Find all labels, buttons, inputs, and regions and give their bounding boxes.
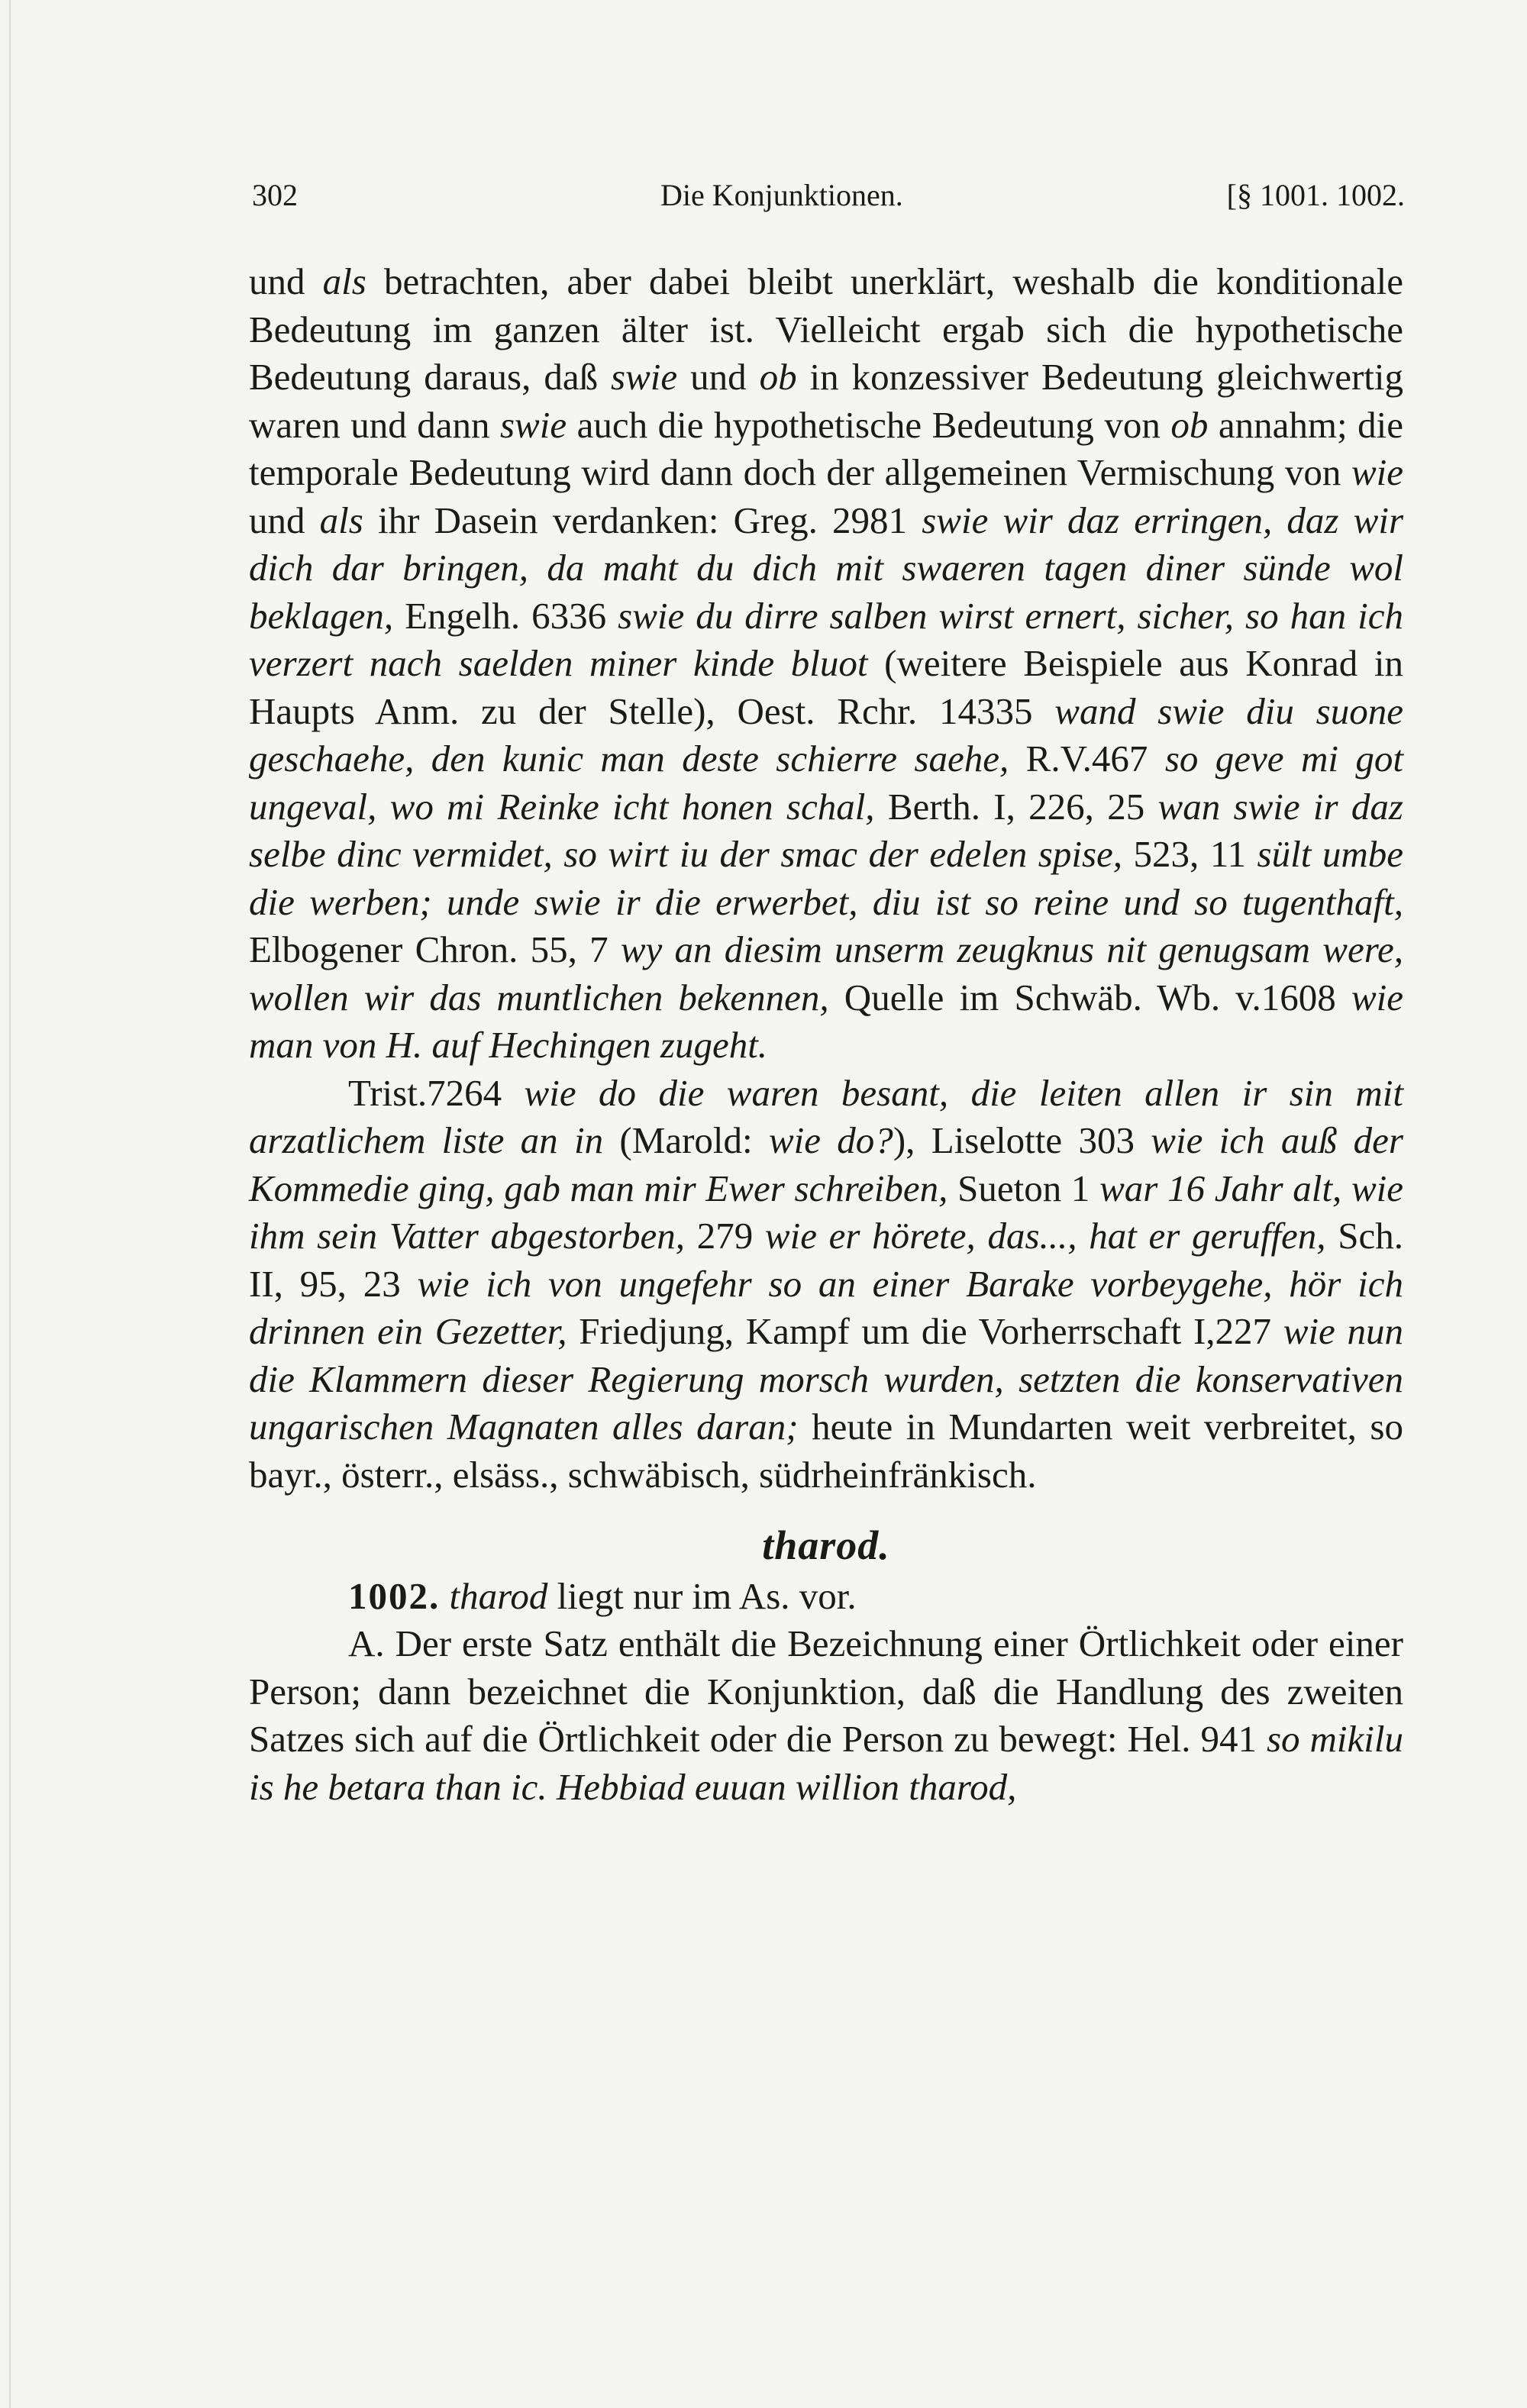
main-text — [249, 258, 1403, 1811]
running-header — [252, 177, 1405, 223]
italic-quotation: wie nun die Klammern dieser Regierung morsch wurden, setzten die konservativen ungarischen Magnaten alles daran; — [249, 1310, 1404, 1448]
italic-quotation: so geve mi got ungeval, wo mi Reinke icht honen schal, — [249, 738, 1403, 828]
text-run: 523, 11 — [1122, 833, 1257, 875]
italic-quotation: swie du dirre salben wirst ernert, sicher, so han ich verzert nach saelden miner kinde bluot — [249, 594, 1403, 684]
text-run: Berth. I, 226, 25 — [874, 785, 1158, 828]
italic-quotation: ob — [1170, 403, 1209, 446]
italic-quotation: wy an diesim unserm zeugknus nit genugsam were, wollen wir das muntlichen bekennen, — [249, 928, 1403, 1018]
text-run: ihr Dasein verdanken: Greg. 2981 — [363, 499, 922, 541]
text-run: 279 — [685, 1215, 765, 1257]
text-run: Friedjung, Kampf um die Vorherrschaft I,227 — [567, 1310, 1283, 1352]
text-run: heute in Mundarten weit verbreitet, so bayr., österr., elsäss., schwäbisch, südrheinfränkisch. — [249, 1406, 1403, 1496]
text-run: Sueton 1 — [948, 1167, 1100, 1209]
italic-quotation: als — [319, 499, 363, 541]
text-run: (weitere Beispiele aus Konrad in Haupts Anm. zu der Stelle), Oest. Rchr. 14335 — [249, 642, 1403, 732]
section-number: 1002. — [348, 1574, 441, 1617]
italic-quotation: so mikilu is he betara than ic. Hebbiad euuan willion tharod, — [249, 1718, 1403, 1808]
italic-quotation: wie ich auß der Kommedie ging, gab man mir Ewer schreiben, — [249, 1119, 1403, 1209]
italic-quotation: swie wir daz erringen, daz wir dich dar bringen, da maht du dich mit swaeren tagen diner sünde wol beklagen, — [249, 499, 1404, 637]
text-run: Sch. II, 95, 23 — [249, 1215, 1403, 1305]
italic-quotation: wie do? — [768, 1119, 893, 1161]
italic-quotation: tharod — [449, 1574, 548, 1617]
text-run: R.V.467 — [1009, 738, 1165, 780]
italic-quotation: wie er hörete, das..., hat er geruffen, — [764, 1215, 1326, 1257]
italic-quotation: wie do die waren besant, die leiten allen ir sin mit arzatlichem liste an in — [249, 1071, 1403, 1161]
italic-quotation: wan swie ir daz selbe dinc vermidet, so wirt iu der smac der edelen spise, — [249, 785, 1403, 875]
text-run: annahm; die temporale Bedeutung wird dann doch der allgemeinen Vermischung von — [249, 403, 1404, 493]
paragraph — [249, 1573, 1403, 1621]
italic-quotation: sült umbe die werben; unde swie ir die erwerbet, diu ist so reine und so tugenthaft, — [249, 833, 1403, 923]
italic-quotation: ob — [759, 356, 797, 398]
italic-quotation: wand swie diu suone geschaehe, den kunic man deste schierre saehe, — [249, 689, 1403, 780]
italic-quotation: war 16 Jahr alt, wie ihm sein Vatter abgestorben, — [249, 1167, 1403, 1257]
text-run: (Marold: — [603, 1119, 769, 1161]
text-run: und — [677, 356, 760, 398]
paragraph — [249, 1070, 1403, 1499]
text-run: auch die hypothetische Bedeutung von — [567, 403, 1171, 446]
page-number: 302 — [252, 178, 298, 212]
paragraph — [249, 1620, 1403, 1811]
italic-quotation: wie man von H. auf Hechingen zugeht. — [249, 976, 1403, 1066]
paragraph — [249, 258, 1403, 1070]
italic-quotation: wie — [1351, 451, 1403, 493]
text-run: und — [249, 260, 323, 302]
text-run: in konzessiver Bedeutung gleichwertig waren und dann — [249, 356, 1403, 446]
text-run: liegt nur im As. vor. — [547, 1574, 857, 1617]
section-reference: [§ 1001. 1002. — [1226, 178, 1405, 212]
text-run — [440, 1575, 449, 1617]
italic-quotation: swie — [499, 403, 567, 446]
text-run: Trist.7264 — [348, 1071, 525, 1114]
page-edge-line — [9, 0, 11, 2408]
text-run: Engelh. 6336 — [393, 594, 618, 637]
section-heading: tharod. — [762, 1522, 890, 1568]
text-run: betrachten, aber dabei bleibt unerklärt, weshalb die konditionale Bedeutung im ganzen älter ist. Vielleicht ergab sich die hypothetische Bedeutung daraus, daß — [249, 260, 1404, 398]
text-run: Quelle im Schwäb. Wb. v.1608 — [828, 976, 1351, 1018]
running-title: Die Konjunktionen. — [660, 178, 903, 212]
text-run: A. Der erste Satz enthält die Bezeichnung einer Örtlichkeit oder einer Person; dann bezeichnet die Konjunktion, daß die Handlung des zweiten Satzes sich auf die Örtlichkeit oder die Person zu bewegt: Hel. 941 — [249, 1622, 1403, 1760]
text-run: ), Liselotte 303 — [893, 1119, 1151, 1161]
text-run: Elbogener Chron. 55, 7 — [249, 928, 621, 970]
italic-quotation: wie ich von ungefehr so an einer Barake vorbeygehe, hör ich drinnen ein Gezetter, — [249, 1262, 1403, 1352]
text-run: und — [249, 499, 320, 541]
italic-quotation: als — [322, 260, 366, 302]
italic-quotation: swie — [611, 356, 678, 398]
